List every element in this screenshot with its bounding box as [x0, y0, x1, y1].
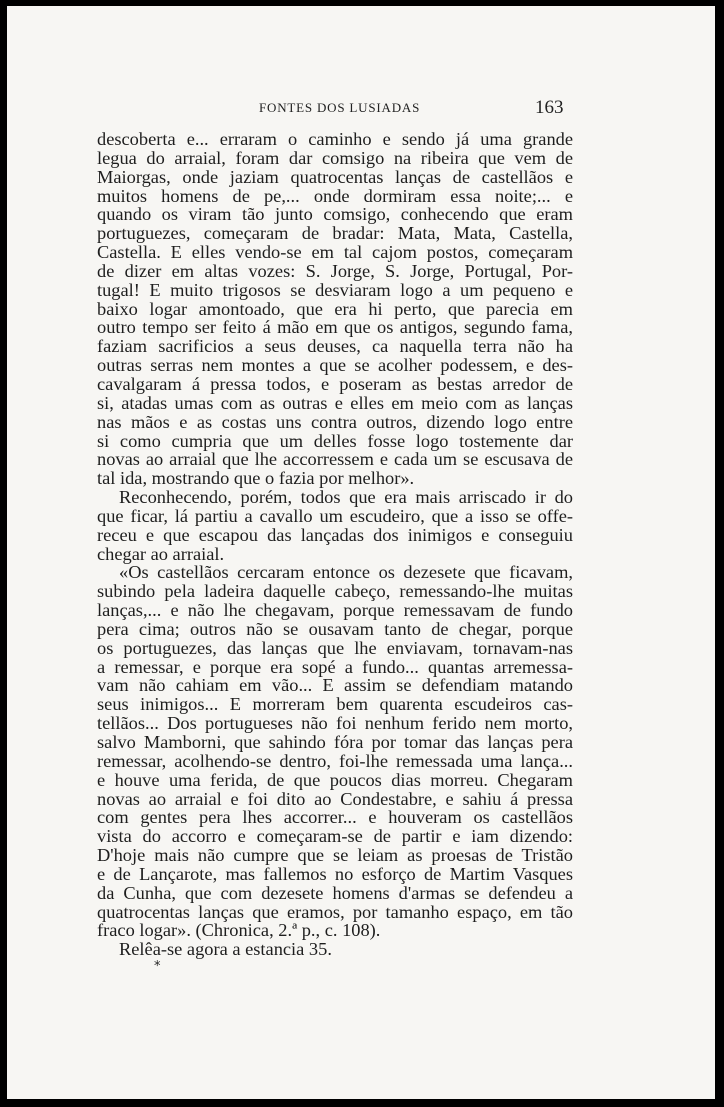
- text-line: muitos homens de pe,... onde dormiram essa noite;... e: [97, 185, 573, 206]
- paragraph-start: Relêa-se agora a estancia 35.: [119, 939, 332, 960]
- text-line: e houve uma ferida, de que poucos dias morreu. Chegaram: [97, 769, 573, 790]
- section-asterisk: *: [154, 959, 161, 974]
- text-line: descoberta e... erraram o caminho e sendo já uma grande: [97, 129, 573, 149]
- text-line: a remessar, e porque era sopé a fundo... quantas arremessa-: [97, 656, 573, 677]
- text-line: baixo logar amontoado, que era hi perto, que parecia em: [97, 298, 573, 319]
- text-line: novas ao arraial que lhe accorressem e cada um se escusava de: [97, 449, 573, 470]
- text-line: os portuguezes, das lanças que lhe enviavam, tornavam-nas: [97, 637, 573, 658]
- text-line: remessar, acolhendo-se dentro, foi-lhe remessada uma lança...: [97, 750, 573, 771]
- paragraph-start: «Os castellãos cercaram entonce os dezesete que ficavam,: [119, 562, 573, 583]
- text-line: quatrocentas lanças que eramos, por tamanho espaço, em tão: [97, 901, 573, 922]
- text-line: que ficar, lá partiu a cavallo um escudeiro, que a isso se offe-: [97, 505, 573, 526]
- text-line: outras serras nem montes a que se acolher podessem, e des-: [97, 355, 573, 376]
- text-line: com gentes pera lhes accorrer... e houveram os castellãos: [97, 807, 573, 828]
- text-line: vam não cahiam em vão... E assim se defendiam matando: [97, 675, 573, 696]
- text-line: portuguezes, começaram de bradar: Mata, Mata, Castella,: [97, 223, 573, 244]
- text-line: cavalgaram á pressa todos, e poseram as bestas arredor de: [97, 373, 573, 394]
- text-line: fraco logar». (Chronica, 2.ª p., c. 108).: [97, 920, 381, 941]
- text-line: outro tempo ser feito á mão em que os antigos, segundo fama,: [97, 317, 573, 338]
- text-line: lanças,... e não lhe chegavam, porque remessavam de fundo: [97, 600, 573, 621]
- text-line: Castella. E elles vendo-se em tal cajom postos, começaram: [97, 242, 573, 263]
- text-line: tal ida, mostrando que o fazia por melhor».: [97, 468, 415, 489]
- page-number: 163: [535, 97, 564, 118]
- text-line: legua do arraial, foram dar comsigo na ribeira que vem de: [97, 147, 573, 168]
- body-text: [97, 130, 573, 959]
- text-line: tellãos... Dos portugueses não foi nenhum ferido nem morto,: [97, 713, 573, 734]
- text-line: e de Lançarote, mas fallemos no esforço de Martim Vasques: [97, 863, 573, 884]
- text-line: vista do accorro e começaram-se de partir e iam dizendo:: [97, 826, 573, 847]
- text-line: receu e que escapou das lançadas dos inimigos e conseguiu: [97, 524, 573, 545]
- running-head: FONTES DOS LUSIADAS: [259, 100, 421, 115]
- text-line: Maiorgas, onde jaziam quatrocentas lanças de castellãos e: [97, 166, 573, 187]
- page-header: [7, 98, 715, 120]
- text-line: tugal! E muito trigosos se desviaram logo a um pequeno e: [97, 279, 573, 300]
- text-line: chegar ao arraial.: [97, 543, 225, 564]
- text-line: da Cunha, que com dezesete homens d'armas se defendeu a: [97, 882, 573, 903]
- text-line: faziam sacrificios a seus deuses, ca naquella terra não ha: [97, 336, 573, 357]
- text-line: de dizer em altas vozes: S. Jorge, S. Jorge, Portugal, Por-: [97, 260, 573, 281]
- text-line: si, atadas umas com as outras e elles em meio com as lanças: [97, 392, 573, 413]
- text-line: nas mãos e as costas uns contra outros, dizendo logo entre: [97, 411, 573, 432]
- text-line: novas ao arraial e foi dito ao Condestabre, e sahiu á pressa: [97, 788, 573, 809]
- text-line: pera cima; outros não se ousavam tanto de chegar, porque: [97, 618, 573, 639]
- text-line: si como cumpria que um delles fosse logo tostemente dar: [97, 430, 573, 451]
- book-page: [7, 6, 715, 1099]
- text-line: D'hoje mais não cumpre que se leiam as proesas de Tristão: [97, 845, 573, 866]
- text-line: quando os viram tão junto comsigo, conhecendo que eram: [97, 204, 573, 225]
- text-line: seus inimigos... E morreram bem quarenta escudeiros cas-: [97, 694, 573, 715]
- text-line: salvo Mamborni, que sahindo fóra por tomar das lanças pera: [97, 732, 573, 752]
- text-line: subindo pela ladeira daquelle cabeço, remessando-lhe muitas: [97, 581, 573, 602]
- paragraph-start: Reconhecendo, porém, todos que era mais arriscado ir do: [119, 487, 573, 508]
